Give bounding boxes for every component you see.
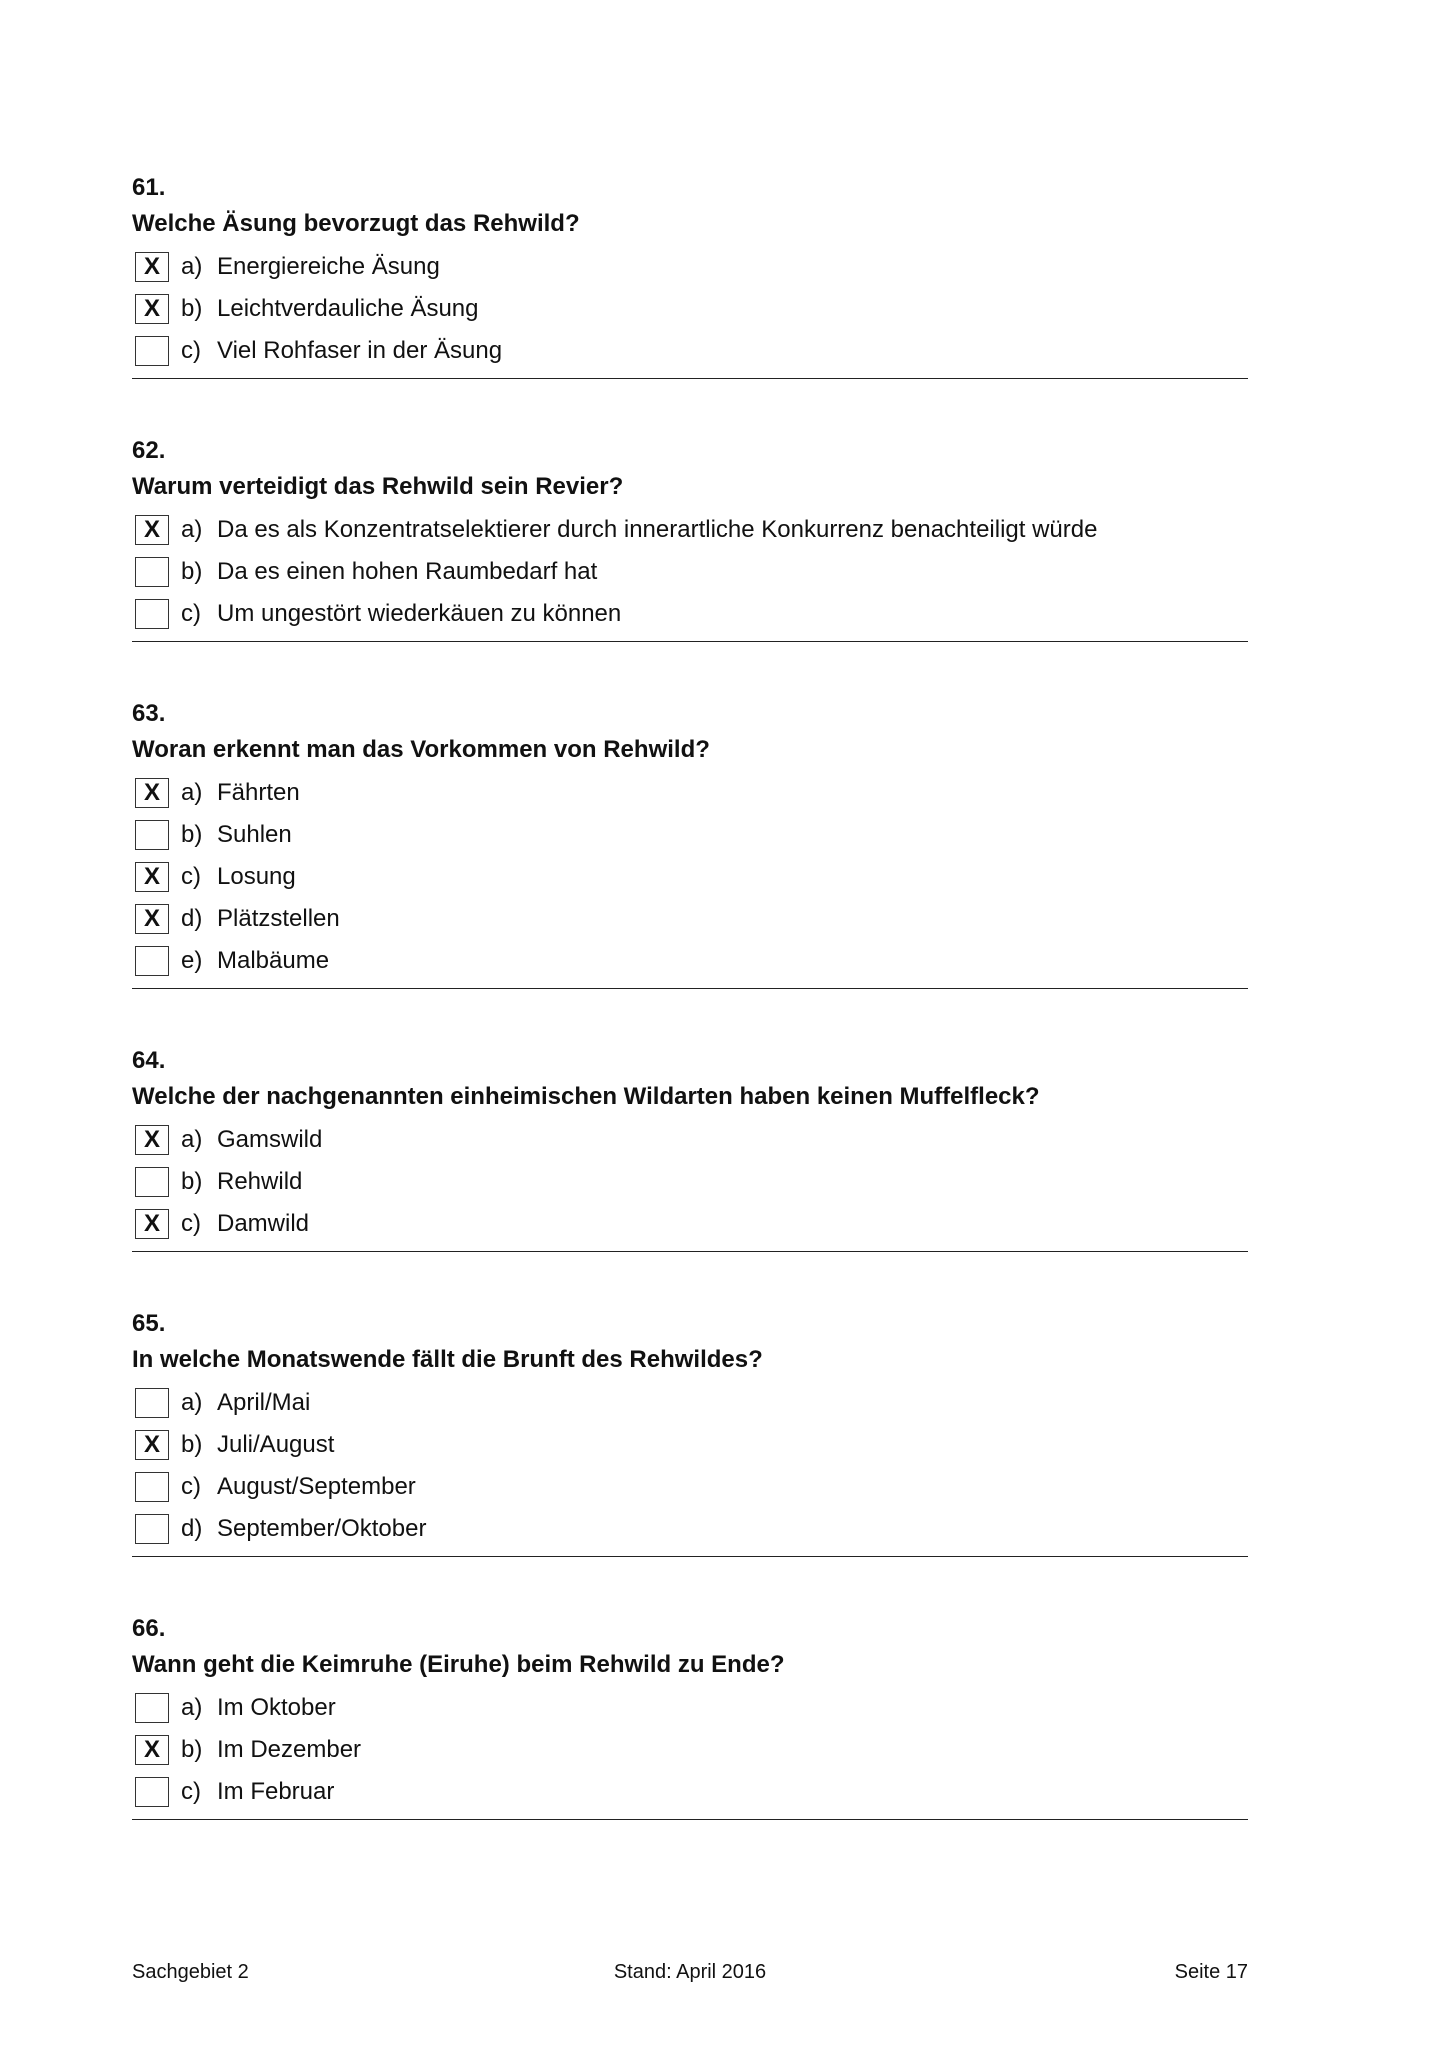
option-letter: a)	[181, 1694, 203, 1721]
question-number: 62.	[132, 437, 166, 464]
answer-checkbox[interactable]	[135, 1167, 169, 1197]
option-letter: c)	[181, 1473, 201, 1500]
footer-date: Stand: April 2016	[613, 1961, 767, 1983]
answer-option	[132, 940, 1248, 982]
question-block	[132, 1611, 1248, 1820]
option-text: Gamswild	[217, 1126, 323, 1153]
answer-option	[132, 1119, 1248, 1161]
question-text: Wann geht die Keimruhe (Eiruhe) beim Rehwild zu Ende?	[132, 1651, 785, 1678]
answer-option	[132, 1687, 1248, 1729]
answer-option	[132, 1382, 1248, 1424]
question-block	[132, 1043, 1248, 1252]
answer-option	[132, 1771, 1248, 1813]
question-text: Warum verteidigt das Rehwild sein Revier?	[132, 473, 624, 500]
answer-option	[132, 1729, 1248, 1771]
answer-checkbox[interactable]: X	[135, 252, 169, 282]
option-letter: c)	[181, 1778, 201, 1805]
option-letter: a)	[181, 1389, 203, 1416]
answer-option	[132, 1508, 1248, 1550]
answer-option	[132, 814, 1248, 856]
option-text: Da es einen hohen Raumbedarf hat	[217, 558, 598, 585]
answer-checkbox[interactable]	[135, 946, 169, 976]
answer-option	[132, 330, 1248, 372]
answer-option	[132, 856, 1248, 898]
answer-option	[132, 898, 1248, 940]
answer-checkbox[interactable]	[135, 336, 169, 366]
answer-checkbox[interactable]	[135, 820, 169, 850]
answer-checkbox[interactable]: X	[135, 1735, 169, 1765]
question-text: In welche Monatswende fällt die Brunft des Rehwildes?	[132, 1346, 763, 1373]
answer-option	[132, 1424, 1248, 1466]
option-text: Juli/August	[217, 1431, 335, 1458]
question-number: 61.	[132, 174, 166, 201]
option-text: Losung	[217, 863, 296, 890]
answer-checkbox[interactable]	[135, 599, 169, 629]
answer-option	[132, 509, 1248, 551]
answer-checkbox[interactable]: X	[135, 1430, 169, 1460]
option-text: Viel Rohfaser in der Äsung	[217, 337, 503, 364]
option-letter: a)	[181, 253, 203, 280]
answer-checkbox[interactable]: X	[135, 1125, 169, 1155]
option-text: Im Februar	[217, 1778, 335, 1805]
option-letter: c)	[181, 600, 201, 627]
answer-checkbox[interactable]	[135, 1388, 169, 1418]
option-text: April/Mai	[217, 1389, 311, 1416]
option-letter: c)	[181, 863, 201, 890]
question-number: 63.	[132, 700, 166, 727]
option-letter: b)	[181, 1168, 203, 1195]
answer-checkbox[interactable]: X	[135, 1209, 169, 1239]
option-letter: b)	[181, 558, 203, 585]
option-text: Um ungestört wiederkäuen zu können	[217, 600, 622, 627]
option-text: Damwild	[217, 1210, 310, 1237]
answer-checkbox[interactable]: X	[135, 294, 169, 324]
option-letter: b)	[181, 1431, 203, 1458]
option-letter: c)	[181, 337, 201, 364]
answer-checkbox[interactable]	[135, 1693, 169, 1723]
answer-checkbox[interactable]: X	[135, 778, 169, 808]
option-text: Plätzstellen	[217, 905, 340, 932]
answer-option	[132, 1161, 1248, 1203]
option-text: Leichtverdauliche Äsung	[217, 295, 479, 322]
answer-checkbox[interactable]	[135, 557, 169, 587]
question-number: 64.	[132, 1047, 166, 1074]
question-block	[132, 170, 1248, 379]
option-text: Im Oktober	[217, 1694, 336, 1721]
option-text: August/September	[217, 1473, 416, 1500]
answer-option	[132, 288, 1248, 330]
option-text: Da es als Konzentratselektierer durch innerartliche Konkurrenz benachteiligt würde	[217, 516, 1098, 543]
question-number: 65.	[132, 1310, 166, 1337]
question-list	[132, 170, 1248, 1874]
option-text: Fährten	[217, 779, 300, 806]
option-text: Energiereiche Äsung	[217, 253, 440, 280]
answer-checkbox[interactable]: X	[135, 904, 169, 934]
footer-page-number: Seite 17	[1174, 1961, 1248, 1983]
question-text: Welche Äsung bevorzugt das Rehwild?	[132, 210, 580, 237]
option-letter: b)	[181, 821, 203, 848]
answer-option	[132, 1203, 1248, 1245]
answer-option	[132, 551, 1248, 593]
question-text: Woran erkennt man das Vorkommen von Rehwild?	[132, 736, 710, 763]
answer-checkbox[interactable]	[135, 1472, 169, 1502]
option-letter: a)	[181, 779, 203, 806]
answer-checkbox[interactable]	[135, 1514, 169, 1544]
option-letter: e)	[181, 947, 203, 974]
option-text: Suhlen	[217, 821, 292, 848]
option-text: September/Oktober	[217, 1515, 427, 1542]
page-footer	[132, 1960, 1248, 1984]
option-letter: a)	[181, 1126, 203, 1153]
answer-checkbox[interactable]	[135, 1777, 169, 1807]
question-block	[132, 1306, 1248, 1557]
option-letter: a)	[181, 516, 203, 543]
option-text: Im Dezember	[217, 1736, 362, 1763]
option-letter: c)	[181, 1210, 201, 1237]
option-letter: d)	[181, 905, 203, 932]
answer-option	[132, 593, 1248, 635]
answer-option	[132, 246, 1248, 288]
option-letter: b)	[181, 1736, 203, 1763]
question-number: 66.	[132, 1615, 166, 1642]
footer-section: Sachgebiet 2	[132, 1961, 249, 1983]
option-letter: b)	[181, 295, 203, 322]
answer-checkbox[interactable]: X	[135, 515, 169, 545]
question-block	[132, 433, 1248, 642]
question-block	[132, 696, 1248, 989]
option-text: Malbäume	[217, 947, 330, 974]
option-text: Rehwild	[217, 1168, 303, 1195]
question-text: Welche der nachgenannten einheimischen Wildarten haben keinen Muffelfleck?	[132, 1083, 1040, 1110]
answer-option	[132, 1466, 1248, 1508]
answer-option	[132, 772, 1248, 814]
answer-checkbox[interactable]: X	[135, 862, 169, 892]
option-letter: d)	[181, 1515, 203, 1542]
